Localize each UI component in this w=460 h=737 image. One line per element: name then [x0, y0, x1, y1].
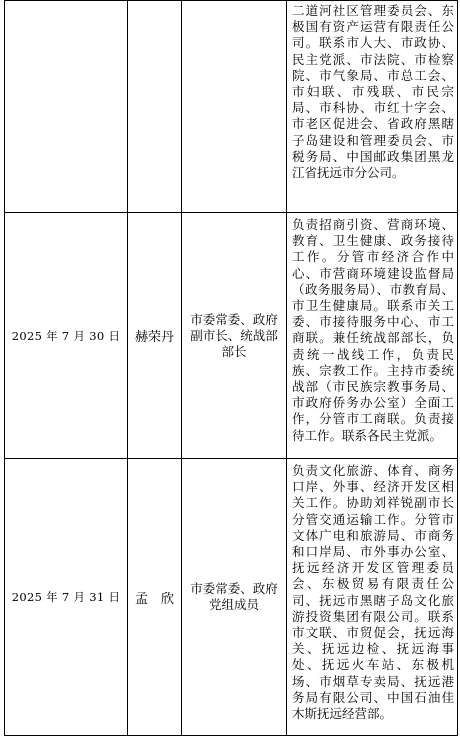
table-row [5, 213, 458, 459]
position-cell [182, 1, 287, 213]
duties-cell: 二道河社区管理委员会、东极国有资产运营有限责任公司。联系市人大、市政协、民主党派、市法院、市检察院、市气象局、市总工会、市妇联、市残联、市民宗局、市科协、市红十字会、市老区促进会、省政府黑瞎子岛建设和管理委员会、市税务局、中国邮政集团黑龙江省抚远市分公司。 [287, 1, 458, 213]
duties-cell: 负责文化旅游、体育、商务口岸、外事、经济开发区相关工作。协助刘祥锐副市长分管交通运输工作。分管市文体广电和旅游局、市商务和口岸局、市外事办公室、抚远经济开发区管理委员会、东极贸易有限责任公司、抚远市黑瞎子岛文化旅游投资集团有限公司。联系市文联、市贸促会，抚远海关、抚远边检、抚远海事处、抚远火车站、东极机场、市烟草专卖局、抚远港务局有限公司、中国石油佳木斯抚远经营部。 [287, 459, 458, 736]
date-cell: 2025 年 7 月 31 日 [5, 459, 128, 736]
date-cell [5, 1, 128, 213]
name-cell: 赫荣丹 [128, 213, 182, 459]
name-cell: 孟 欣 [128, 459, 182, 736]
duties-cell: 负责招商引资、营商环境、教育、卫生健康、政务接待工作。分管市经济合作中心、市营商环境建设监督局（政务服务局）、市教育局、市卫生健康局。联系市关工委、市接待服务中心、市工商联。兼任统战部部长，负责统一战线工作，负责民族、宗教工作。主持市委统战部（市民族宗教事务局、市政府侨务办公室）全面工作，分管市工商联。负责接待工作。联系各民主党派。 [287, 213, 458, 459]
position-cell: 市委常委、政府党组成员 [182, 459, 287, 736]
name-cell [128, 1, 182, 213]
appointment-table [4, 0, 458, 736]
table-row [5, 459, 458, 736]
position-cell: 市委常委、政府副市长、统战部部长 [182, 213, 287, 459]
date-cell: 2025 年 7 月 30 日 [5, 213, 128, 459]
table-row [5, 1, 458, 213]
